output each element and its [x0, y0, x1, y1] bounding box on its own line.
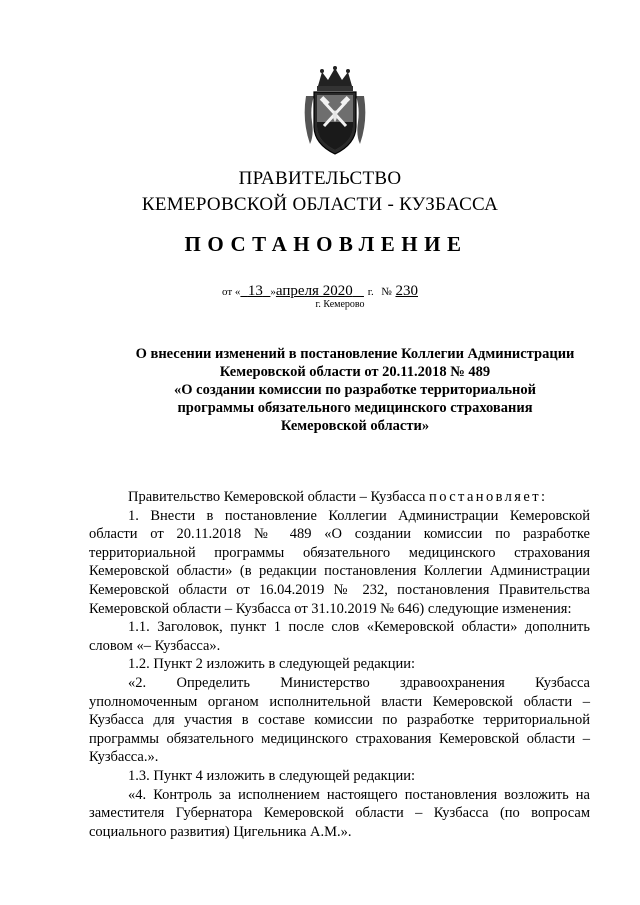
date-month-year: апреля 2020 — [275, 283, 353, 299]
document-number: 230 — [395, 283, 418, 299]
paragraph-1-1: 1.1. Заголовок, пункт 1 после слов «Кемеровской области» дополнить словом «– Кузбасса». — [89, 619, 590, 654]
date-day-close: » — [270, 286, 276, 298]
document-body — [89, 488, 590, 841]
title-line: «О создании комиссии по разработке территориальной — [173, 382, 536, 398]
date-from-prefix: от « — [222, 286, 241, 298]
title-line: Кемеровской области от 20.11.2018 № 489 — [219, 364, 491, 380]
title-line: О внесении изменений в постановление Коллегии Администрации — [135, 346, 575, 362]
paragraph-1-2-text: «2. Определить Министерство здравоохранения Кузбасса уполномоченным органом исполнительной власти Кемеровской области – Кузбасса для участия в составе комиссии по разработке территориальной программы обязательного медицинского страхования Кемеровской области – Кузбасса.». — [89, 674, 590, 766]
title-line: Кемеровской области» — [280, 418, 430, 434]
document-dateline — [0, 283, 640, 300]
date-year-suffix: г. — [367, 286, 374, 298]
resolves-word: постановляет: — [429, 489, 548, 505]
intro-paragraph: Правительство Кемеровской области – Кузбасса постановляет: — [128, 489, 548, 505]
date-day: 13 — [247, 283, 263, 299]
title-line: программы обязательного медицинского страхования — [177, 400, 533, 416]
document-city: г. Кемерово — [315, 299, 365, 310]
paragraph-1-3-text: «4. Контроль за исполнением настоящего постановления возложить на заместителя Губернатора Кемеровской области – Кузбасса (по вопросам социального развития) Цигельника А.М.». — [89, 786, 590, 840]
government-name-line2: КЕМЕРОВСКОЙ ОБЛАСТИ - КУЗБАССА — [141, 194, 499, 215]
paragraph-1: 1. Внести в постановление Коллегии Администрации Кемеровской области от 20.11.2018 № 489 «О создании комиссии по разработке территориальной программы обязательного медицинского страхования Кемеровской области» (в редакции постановления Коллегии Администрации Кемеровской области от 16.04.2019 № 232, постановления Правительства Кемеровской области – Кузбасса от 31.10.2019 № 646) следующие изменения: — [89, 507, 590, 617]
number-prefix: № — [381, 286, 392, 298]
document-title — [110, 345, 600, 435]
paragraph-1-2: 1.2. Пункт 2 изложить в следующей редакции: — [128, 656, 416, 673]
government-name-line1: ПРАВИТЕЛЬСТВО — [238, 168, 402, 189]
paragraph-1-3: 1.3. Пункт 4 изложить в следующей редакции: — [128, 767, 416, 784]
document-type-heading: ПОСТАНОВЛЕНИЕ — [184, 232, 468, 256]
coat-of-arms-emblem — [300, 66, 370, 158]
